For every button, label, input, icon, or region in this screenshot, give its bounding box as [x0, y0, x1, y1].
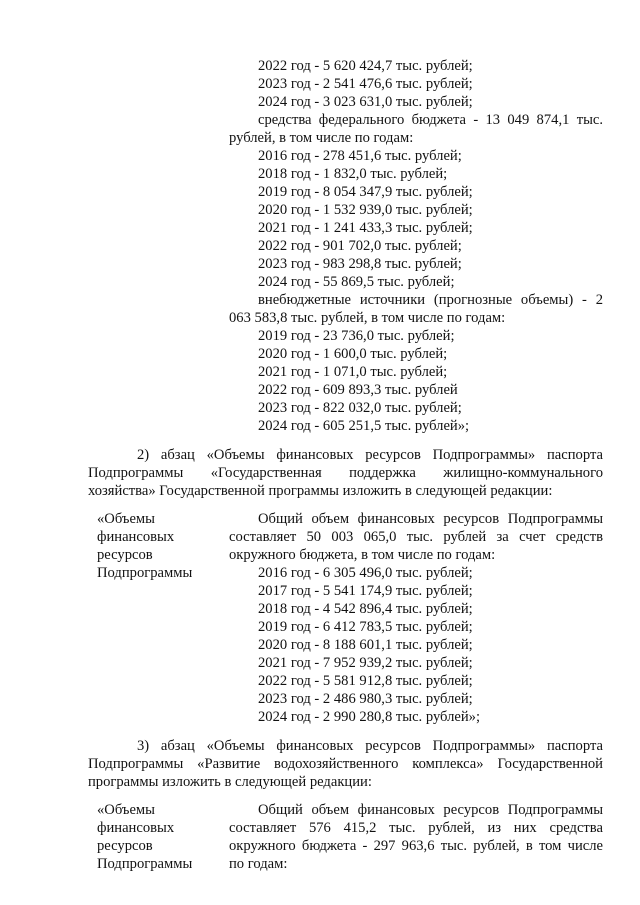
year-line: 2021 год - 7 952 939,2 тыс. рублей; [258, 655, 473, 671]
table-label: ресурсов [97, 547, 153, 563]
year-line: 2021 год - 1 071,0 тыс. рублей; [258, 364, 448, 380]
table-intro: окружного бюджета - 297 963,6 тыс. рублей, в том числе [229, 838, 603, 854]
year-line: 2024 год - 3 023 631,0 тыс. рублей; [258, 94, 473, 110]
year-line: 2023 год - 983 298,8 тыс. рублей; [258, 256, 462, 272]
year-line: 2020 год - 1 600,0 тыс. рублей; [258, 346, 448, 362]
table-label: «Объемы [97, 511, 155, 527]
table-intro: составляет 576 415,2 тыс. рублей, из них средства [229, 820, 603, 836]
year-line: 2020 год - 1 532 939,0 тыс. рублей; [258, 202, 473, 218]
year-line: 2023 год - 2 541 476,6 тыс. рублей; [258, 76, 473, 92]
table-label: финансовых [97, 820, 175, 836]
paragraph-2-line: Подпрограммы «Государственная поддержка жилищно-коммунального [88, 465, 603, 481]
year-line: 2024 год - 55 869,5 тыс. рублей; [258, 274, 455, 290]
extrabudget-line-cont: 063 583,8 тыс. рублей, в том числе по годам: [229, 310, 506, 326]
year-line: 2017 год - 5 541 174,9 тыс. рублей; [258, 583, 473, 599]
paragraph-3-line: Подпрограммы «Развитие водохозяйственного комплекса» Государственной [88, 756, 603, 772]
table-label: Подпрограммы [97, 565, 193, 581]
federal-budget-line-cont: рублей, в том числе по годам: [229, 130, 414, 146]
table-intro: окружного бюджета, в том числе по годам: [229, 547, 496, 563]
paragraph-3-line: программы изложить в следующей редакции: [88, 774, 372, 790]
table-label: «Объемы [97, 802, 155, 818]
paragraph-3-line: 3) абзац «Объемы финансовых ресурсов Подпрограммы» паспорта [137, 738, 603, 754]
year-line: 2016 год - 6 305 496,0 тыс. рублей; [258, 565, 473, 581]
year-line: 2019 год - 6 412 783,5 тыс. рублей; [258, 619, 473, 635]
extrabudget-line: внебюджетные источники (прогнозные объемы) - 2 [258, 292, 603, 308]
paragraph-2-line: хозяйства» Государственной программы изложить в следующей редакции: [88, 483, 553, 499]
table-label: финансовых [97, 529, 175, 545]
year-line: 2020 год - 8 188 601,1 тыс. рублей; [258, 637, 473, 653]
year-line: 2023 год - 2 486 980,3 тыс. рублей; [258, 691, 473, 707]
table-label: ресурсов [97, 838, 153, 854]
table-intro: Общий объем финансовых ресурсов Подпрограммы [258, 511, 603, 527]
year-line: 2018 год - 1 832,0 тыс. рублей; [258, 166, 448, 182]
table-intro: Общий объем финансовых ресурсов Подпрограммы [258, 802, 603, 818]
table-label: Подпрограммы [97, 856, 193, 872]
year-line: 2023 год - 822 032,0 тыс. рублей; [258, 400, 462, 416]
table-intro: по годам: [229, 856, 288, 872]
year-line: 2022 год - 901 702,0 тыс. рублей; [258, 238, 462, 254]
year-line: 2018 год - 4 542 896,4 тыс. рублей; [258, 601, 473, 617]
paragraph-2-line: 2) абзац «Объемы финансовых ресурсов Подпрограммы» паспорта [137, 447, 603, 463]
year-line: 2024 год - 2 990 280,8 тыс. рублей»; [258, 709, 481, 725]
year-line: 2016 год - 278 451,6 тыс. рублей; [258, 148, 462, 164]
year-line: 2019 год - 23 736,0 тыс. рублей; [258, 328, 455, 344]
federal-budget-line: средства федерального бюджета - 13 049 874,1 тыс. [258, 112, 603, 128]
year-line: 2021 год - 1 241 433,3 тыс. рублей; [258, 220, 473, 236]
year-line: 2024 год - 605 251,5 тыс. рублей»; [258, 418, 470, 434]
year-line: 2022 год - 5 581 912,8 тыс. рублей; [258, 673, 473, 689]
year-line: 2022 год - 609 893,3 тыс. рублей [258, 382, 458, 398]
year-line: 2022 год - 5 620 424,7 тыс. рублей; [258, 58, 473, 74]
table-intro: составляет 50 003 065,0 тыс. рублей за счет средств [229, 529, 603, 545]
year-line: 2019 год - 8 054 347,9 тыс. рублей; [258, 184, 473, 200]
